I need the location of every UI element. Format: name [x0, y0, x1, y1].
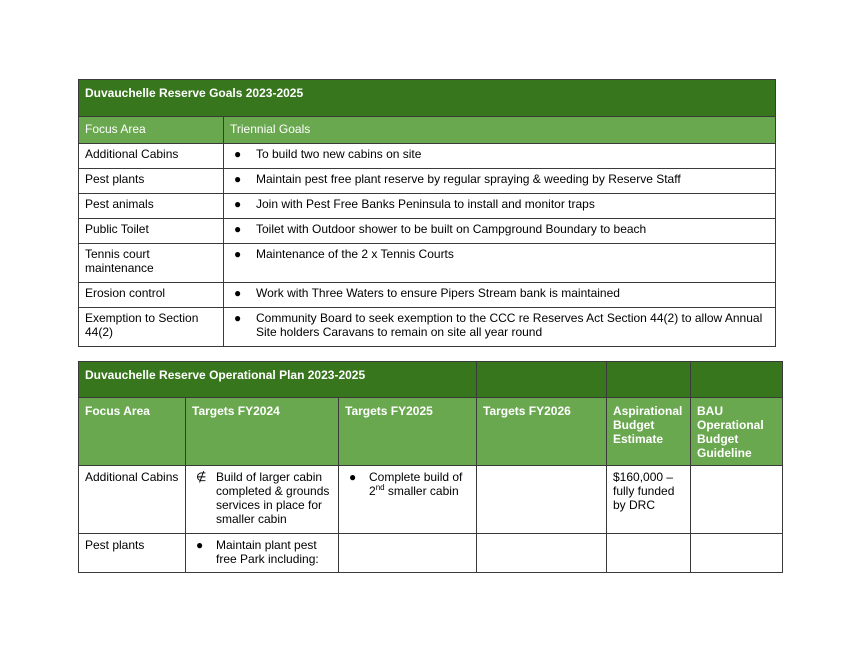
ops-header-fy2025: Targets FY2025 — [339, 398, 477, 466]
goal-text: Join with Pest Free Banks Peninsula to install and monitor traps — [256, 197, 595, 211]
bullet-icon: ● — [234, 197, 242, 211]
target-fy2024: Maintain plant pest free Park including: — [216, 538, 319, 566]
goal-text: Maintenance of the 2 x Tennis Courts — [256, 247, 454, 261]
goal-area: Exemption to Section 44(2) — [79, 308, 224, 347]
goal-area: Tennis court maintenance — [79, 244, 224, 283]
target-fy2026 — [477, 534, 607, 573]
table-row — [79, 144, 776, 169]
goal-text: Work with Three Waters to ensure Pipers Stream bank is maintained — [256, 286, 620, 300]
target-fy2025 — [339, 534, 477, 573]
ops-area: Additional Cabins — [79, 466, 186, 534]
goal-area: Additional Cabins — [79, 144, 224, 169]
bullet-icon: ● — [349, 470, 357, 484]
table-row — [79, 219, 776, 244]
goals-header-triennial-goals: Triennial Goals — [224, 117, 776, 144]
goals-table-title: Duvauchelle Reserve Goals 2023-2025 — [79, 80, 776, 117]
goal-text: Community Board to seek exemption to the CCC re Reserves Act Section 44(2) to allow Annual Site holders Caravans to remain on site all year round — [256, 311, 763, 339]
bau-budget — [691, 534, 783, 573]
ops-area: Pest plants — [79, 534, 186, 573]
aspirational-budget — [607, 534, 691, 573]
bullet-icon: ● — [234, 222, 242, 236]
bullet-icon: ● — [234, 311, 242, 325]
table-row — [79, 283, 776, 308]
goals-header-focus-area: Focus Area — [79, 117, 224, 144]
table-row — [79, 466, 783, 534]
ops-header-fy2024: Targets FY2024 — [186, 398, 339, 466]
bullet-icon: ● — [234, 172, 242, 186]
bullet-icon: ∉ — [196, 470, 207, 484]
goal-area: Pest plants — [79, 169, 224, 194]
ops-table-title: Duvauchelle Reserve Operational Plan 2023-2025 — [79, 362, 477, 398]
goal-text: Toilet with Outdoor shower to be built on Campground Boundary to beach — [256, 222, 647, 236]
goal-area: Erosion control — [79, 283, 224, 308]
table-row — [79, 244, 776, 283]
reserve-goals-table — [78, 79, 776, 347]
bullet-icon: ● — [234, 247, 242, 261]
bau-budget — [691, 466, 783, 534]
operational-plan-table — [78, 361, 783, 573]
ops-header-aspirational-budget: Aspirational Budget Estimate — [607, 398, 691, 466]
goal-text: Maintain pest free plant reserve by regular spraying & weeding by Reserve Staff — [256, 172, 681, 186]
target-fy2026 — [477, 466, 607, 534]
table-row — [79, 194, 776, 219]
bullet-icon: ● — [234, 147, 242, 161]
ops-header-fy2026: Targets FY2026 — [477, 398, 607, 466]
ops-header-bau-budget: BAU Operational Budget Guideline — [691, 398, 783, 466]
bullet-icon: ● — [234, 286, 242, 300]
table-row — [79, 308, 776, 347]
goal-area: Pest animals — [79, 194, 224, 219]
target-fy2025: Complete build of 2nd smaller cabin — [369, 470, 463, 498]
target-fy2024: Build of larger cabin completed & grounds services in place for smaller cabin — [216, 470, 330, 526]
table-row — [79, 169, 776, 194]
bullet-icon: ● — [196, 538, 204, 552]
goal-area: Public Toilet — [79, 219, 224, 244]
aspirational-budget: $160,000 – fully funded by DRC — [607, 466, 691, 534]
ops-header-focus-area: Focus Area — [79, 398, 186, 466]
goal-text: To build two new cabins on site — [256, 147, 422, 161]
table-row — [79, 534, 783, 573]
